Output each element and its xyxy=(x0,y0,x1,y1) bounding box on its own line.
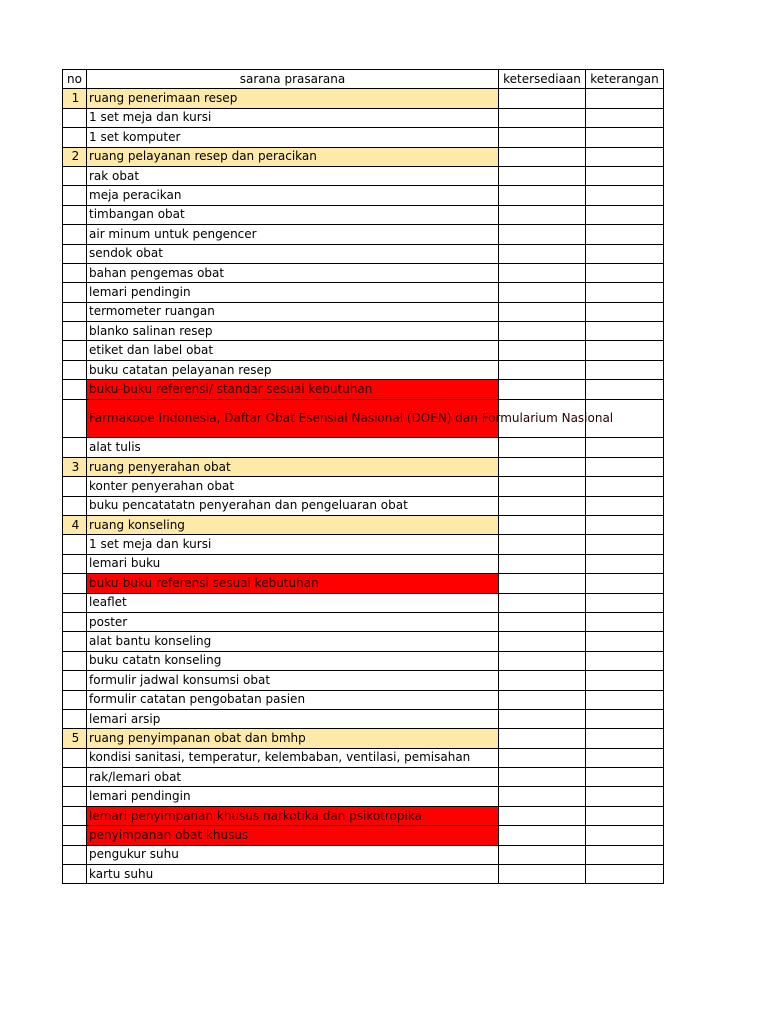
row-number: 4 xyxy=(63,516,87,535)
item-label: leaflet xyxy=(87,593,499,612)
table-row xyxy=(63,302,664,321)
availability-cell[interactable] xyxy=(499,89,586,108)
table-row xyxy=(63,283,664,302)
row-number: 5 xyxy=(63,729,87,748)
availability-cell[interactable] xyxy=(499,496,586,515)
item-label: kondisi sanitasi, temperatur, kelembaban, ventilasi, pemisahan xyxy=(87,748,499,767)
table-row xyxy=(63,399,664,438)
table-row xyxy=(63,748,664,767)
availability-cell[interactable] xyxy=(499,535,586,554)
availability-cell[interactable] xyxy=(499,709,586,728)
notes-cell[interactable] xyxy=(586,108,664,127)
row-number xyxy=(63,535,87,554)
notes-cell[interactable] xyxy=(586,826,664,845)
table-row xyxy=(63,574,664,593)
item-label: bahan pengemas obat xyxy=(87,263,499,282)
row-number xyxy=(63,632,87,651)
availability-cell[interactable] xyxy=(499,787,586,806)
availability-cell[interactable] xyxy=(499,865,586,884)
item-label: buku-buku referensi sesuai kebutuhan xyxy=(87,574,499,593)
section-row xyxy=(63,457,664,476)
table-row xyxy=(63,845,664,864)
header-availability: ketersediaan xyxy=(499,70,586,89)
row-number xyxy=(63,263,87,282)
notes-cell[interactable] xyxy=(586,690,664,709)
table-row xyxy=(63,205,664,224)
notes-cell[interactable] xyxy=(586,322,664,341)
item-label: timbangan obat xyxy=(87,205,499,224)
row-number xyxy=(63,438,87,457)
table-row xyxy=(63,690,664,709)
availability-cell[interactable] xyxy=(499,806,586,825)
row-number xyxy=(63,865,87,884)
row-number xyxy=(63,826,87,845)
section-row xyxy=(63,516,664,535)
item-label: 1 set meja dan kursi xyxy=(87,108,499,127)
section-title: ruang konseling xyxy=(87,516,499,535)
availability-cell[interactable] xyxy=(499,225,586,244)
availability-cell[interactable] xyxy=(499,612,586,631)
availability-cell[interactable] xyxy=(499,244,586,263)
availability-cell[interactable] xyxy=(499,457,586,476)
availability-cell[interactable] xyxy=(499,768,586,787)
item-label: buku catatn konseling xyxy=(87,651,499,670)
availability-cell[interactable] xyxy=(499,186,586,205)
availability-cell[interactable] xyxy=(499,554,586,573)
availability-cell[interactable] xyxy=(499,341,586,360)
notes-cell[interactable] xyxy=(586,477,664,496)
table-row xyxy=(63,186,664,205)
table-row xyxy=(63,108,664,127)
checklist-table xyxy=(62,69,664,884)
notes-cell[interactable] xyxy=(586,186,664,205)
availability-cell[interactable] xyxy=(499,283,586,302)
notes-cell[interactable] xyxy=(586,865,664,884)
table-row xyxy=(63,865,664,884)
section-row xyxy=(63,147,664,166)
notes-cell[interactable] xyxy=(586,574,664,593)
section-title: ruang pelayanan resep dan peracikan xyxy=(87,147,499,166)
notes-cell[interactable] xyxy=(586,671,664,690)
item-label: air minum untuk pengencer xyxy=(87,225,499,244)
table-row xyxy=(63,709,664,728)
item-label: Farmakope Indonesia, Daftar Obat Esensial Nasional (DOEN) dan Formularium Nasional xyxy=(87,399,499,438)
availability-cell[interactable] xyxy=(499,380,586,399)
availability-cell[interactable] xyxy=(499,147,586,166)
table-row xyxy=(63,477,664,496)
notes-cell[interactable] xyxy=(586,496,664,515)
notes-cell[interactable] xyxy=(586,593,664,612)
section-title: ruang penyimpanan obat dan bmhp xyxy=(87,729,499,748)
table-row xyxy=(63,128,664,147)
row-number xyxy=(63,399,87,438)
row-number xyxy=(63,380,87,399)
notes-cell[interactable] xyxy=(586,341,664,360)
availability-cell[interactable] xyxy=(499,108,586,127)
availability-cell[interactable] xyxy=(499,748,586,767)
item-label: lemari buku xyxy=(87,554,499,573)
row-number xyxy=(63,244,87,263)
table-body xyxy=(63,89,664,884)
notes-cell[interactable] xyxy=(586,166,664,185)
availability-cell[interactable] xyxy=(499,826,586,845)
availability-cell[interactable] xyxy=(499,729,586,748)
availability-cell[interactable] xyxy=(499,516,586,535)
availability-cell[interactable] xyxy=(499,651,586,670)
row-number xyxy=(63,845,87,864)
table-row xyxy=(63,768,664,787)
row-number xyxy=(63,690,87,709)
availability-cell[interactable] xyxy=(499,263,586,282)
table-row xyxy=(63,496,664,515)
availability-cell[interactable] xyxy=(499,302,586,321)
notes-cell[interactable] xyxy=(586,283,664,302)
row-number xyxy=(63,186,87,205)
row-number xyxy=(63,166,87,185)
table-row xyxy=(63,225,664,244)
notes-cell[interactable] xyxy=(586,729,664,748)
notes-cell[interactable] xyxy=(586,302,664,321)
item-label: konter penyerahan obat xyxy=(87,477,499,496)
header-item: sarana prasarana xyxy=(87,70,499,89)
row-number xyxy=(63,768,87,787)
notes-cell[interactable] xyxy=(586,457,664,476)
row-number xyxy=(63,283,87,302)
notes-cell[interactable] xyxy=(586,768,664,787)
item-label: pengukur suhu xyxy=(87,845,499,864)
table-row xyxy=(63,806,664,825)
notes-cell[interactable] xyxy=(586,147,664,166)
availability-cell[interactable] xyxy=(499,360,586,379)
notes-cell[interactable] xyxy=(586,89,664,108)
item-label: buku-buku referensi/ standar sesuai kebutuhan xyxy=(87,380,499,399)
section-row xyxy=(63,89,664,108)
availability-cell[interactable] xyxy=(499,205,586,224)
item-label: formulir jadwal konsumsi obat xyxy=(87,671,499,690)
row-number xyxy=(63,651,87,670)
availability-cell[interactable] xyxy=(499,166,586,185)
item-label: formulir catatan pengobatan pasien xyxy=(87,690,499,709)
notes-cell[interactable] xyxy=(586,244,664,263)
table-row xyxy=(63,787,664,806)
section-title: ruang penerimaan resep xyxy=(87,89,499,108)
table-row xyxy=(63,671,664,690)
row-number xyxy=(63,496,87,515)
header-notes: keterangan xyxy=(586,70,664,89)
item-label: etiket dan label obat xyxy=(87,341,499,360)
notes-cell[interactable] xyxy=(586,612,664,631)
row-number: 2 xyxy=(63,147,87,166)
notes-cell[interactable] xyxy=(586,225,664,244)
notes-cell[interactable] xyxy=(586,845,664,864)
item-label: 1 set komputer xyxy=(87,128,499,147)
availability-cell[interactable] xyxy=(499,477,586,496)
availability-cell[interactable] xyxy=(499,690,586,709)
table-row xyxy=(63,341,664,360)
notes-cell[interactable] xyxy=(586,360,664,379)
item-label: lemari pendingin xyxy=(87,787,499,806)
availability-cell[interactable] xyxy=(499,671,586,690)
availability-cell[interactable] xyxy=(499,632,586,651)
row-number xyxy=(63,709,87,728)
row-number xyxy=(63,322,87,341)
notes-cell[interactable] xyxy=(586,205,664,224)
item-label: penyimpanan obat khusus xyxy=(87,826,499,845)
notes-cell[interactable] xyxy=(586,632,664,651)
availability-cell[interactable] xyxy=(499,845,586,864)
row-number xyxy=(63,787,87,806)
table-row xyxy=(63,826,664,845)
row-number xyxy=(63,612,87,631)
section-title: ruang penyerahan obat xyxy=(87,457,499,476)
item-label: rak/lemari obat xyxy=(87,768,499,787)
table-row xyxy=(63,380,664,399)
table-row xyxy=(63,593,664,612)
header-row xyxy=(63,70,664,89)
notes-cell[interactable] xyxy=(586,806,664,825)
table-row xyxy=(63,632,664,651)
item-label: rak obat xyxy=(87,166,499,185)
row-number xyxy=(63,128,87,147)
row-number xyxy=(63,360,87,379)
item-label: termometer ruangan xyxy=(87,302,499,321)
row-number xyxy=(63,671,87,690)
row-number xyxy=(63,554,87,573)
row-number xyxy=(63,574,87,593)
notes-cell[interactable] xyxy=(586,516,664,535)
item-label: alat tulis xyxy=(87,438,499,457)
availability-cell[interactable] xyxy=(499,438,586,457)
row-number xyxy=(63,108,87,127)
notes-cell[interactable] xyxy=(586,438,664,457)
row-number xyxy=(63,341,87,360)
item-label: meja peracikan xyxy=(87,186,499,205)
table-row xyxy=(63,322,664,341)
item-label: lemari penyimpanan khusus narkotika dan psikotropika xyxy=(87,806,499,825)
availability-cell[interactable] xyxy=(499,322,586,341)
row-number: 1 xyxy=(63,89,87,108)
section-row xyxy=(63,729,664,748)
item-label: sendok obat xyxy=(87,244,499,263)
notes-cell[interactable] xyxy=(586,380,664,399)
item-label: buku pencatatatn penyerahan dan pengeluaran obat xyxy=(87,496,499,515)
notes-cell[interactable] xyxy=(586,651,664,670)
availability-cell[interactable] xyxy=(499,593,586,612)
item-label: alat bantu konseling xyxy=(87,632,499,651)
item-label: kartu suhu xyxy=(87,865,499,884)
row-number xyxy=(63,477,87,496)
row-number: 3 xyxy=(63,457,87,476)
table-row xyxy=(63,166,664,185)
item-label: buku catatan pelayanan resep xyxy=(87,360,499,379)
table-row xyxy=(63,438,664,457)
item-label: 1 set meja dan kursi xyxy=(87,535,499,554)
notes-cell[interactable] xyxy=(586,709,664,728)
row-number xyxy=(63,593,87,612)
item-label: poster xyxy=(87,612,499,631)
row-number xyxy=(63,225,87,244)
notes-cell[interactable] xyxy=(586,535,664,554)
table-row xyxy=(63,535,664,554)
table-row xyxy=(63,263,664,282)
notes-cell[interactable] xyxy=(586,128,664,147)
notes-cell[interactable] xyxy=(586,748,664,767)
item-label: lemari pendingin xyxy=(87,283,499,302)
row-number xyxy=(63,748,87,767)
row-number xyxy=(63,302,87,321)
availability-cell[interactable] xyxy=(499,574,586,593)
table-row xyxy=(63,651,664,670)
row-number xyxy=(63,205,87,224)
notes-cell[interactable] xyxy=(586,787,664,806)
item-label: blanko salinan resep xyxy=(87,322,499,341)
row-number xyxy=(63,806,87,825)
table-row xyxy=(63,244,664,263)
item-label: lemari arsip xyxy=(87,709,499,728)
table-row xyxy=(63,554,664,573)
availability-cell[interactable] xyxy=(499,128,586,147)
notes-cell[interactable] xyxy=(586,263,664,282)
table-row xyxy=(63,612,664,631)
table-row xyxy=(63,360,664,379)
header-no: no xyxy=(63,70,87,89)
notes-cell[interactable] xyxy=(586,554,664,573)
